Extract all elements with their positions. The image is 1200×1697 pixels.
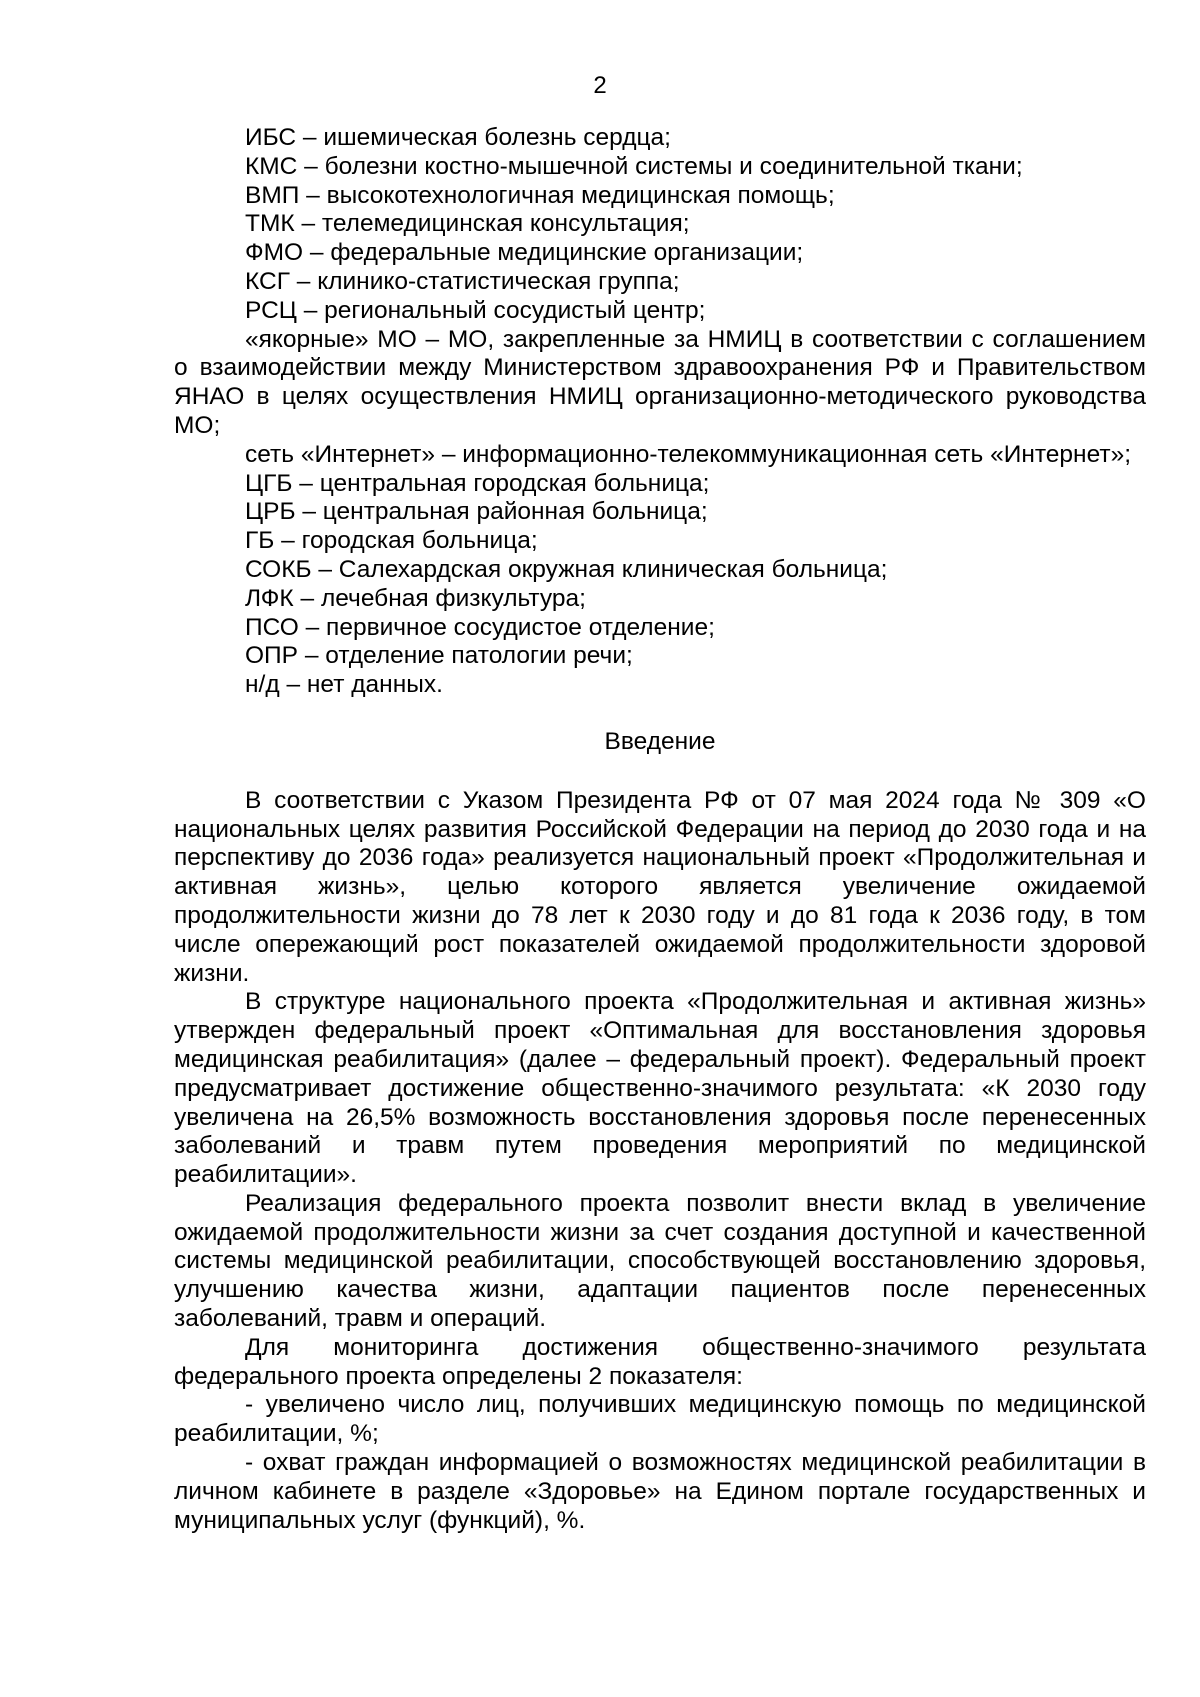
- page-number: 2: [593, 72, 607, 99]
- section-heading: Введение: [604, 727, 716, 755]
- abbreviation-item: ИБС – ишемическая болезнь сердца;: [245, 124, 671, 151]
- abbreviation-item: ГБ – городская больница;: [245, 527, 538, 555]
- abbreviation-item: ТМК – телемедицинская консультация;: [245, 210, 690, 238]
- abbreviation-item: СОКБ – Салехардская окружная клиническая больница;: [245, 555, 888, 583]
- body-paragraph: В соответствии с Указом Президента РФ от 07 мая 2024 года № 309 «О национальных целях развития Российской Федерации на период до 2030 года и на перспективу до 2036 года» реализуется национальный проект «Продолжительная и активная жизнь», целью которого является увеличение ожидаемой продолжительности жизни до 78 лет к 2030 году и до 81 года к 2036 году, в том числе опережающий рост показателей ожидаемой продолжительности здоровой жизни.: [174, 786, 1146, 987]
- abbreviation-item: ЦРБ – центральная районная больница;: [245, 498, 708, 526]
- abbreviation-item: «якорные» МО – МО, закрепленные за НМИЦ в соответствии с соглашением о взаимодействии между Министерством здравоохранения РФ и Правительством ЯНАО в целях осуществления НМИЦ организационно-методического руководства МО;: [174, 325, 1146, 439]
- abbreviation-item: н/д – нет данных.: [245, 671, 443, 699]
- abbreviation-item: ОПР – отделение патологии речи;: [245, 642, 633, 670]
- page-body: [174, 124, 1146, 1535]
- abbreviation-item: ЦГБ – центральная городская больница;: [245, 469, 710, 497]
- abbreviation-item: ЛФК – лечебная физкультура;: [245, 584, 586, 612]
- abbreviation-item: ФМО – федеральные медицинские организации;: [245, 239, 804, 267]
- abbreviation-item: КСГ – клинико-статистическая группа;: [245, 267, 680, 295]
- abbreviation-list: [174, 124, 1146, 700]
- indicator-item: - охват граждан информацией о возможностях медицинской реабилитации в личном кабинете в разделе «Здоровье» на Едином портале государственных и муниципальных услуг (функций), %.: [174, 1449, 1146, 1534]
- abbreviation-item: ПСО – первичное сосудистое отделение;: [245, 613, 715, 641]
- abbreviation-item: КМС – болезни костно-мышечной системы и соединительной ткани;: [245, 152, 1023, 180]
- indicator-item: - увеличено число лиц, получивших медицинскую помощь по медицинской реабилитации, %;: [174, 1391, 1146, 1448]
- abbreviation-item: сеть «Интернет» – информационно-телекоммуникационная сеть «Интернет»;: [245, 440, 1132, 468]
- indicator-list: [174, 1391, 1146, 1535]
- abbreviation-item: ВМП – высокотехнологичная медицинская помощь;: [245, 181, 835, 209]
- body-paragraph: Для мониторинга достижения общественно-значимого результата федерального проекта определены 2 показателя:: [174, 1333, 1146, 1390]
- body-paragraph: В структуре национального проекта «Продолжительная и активная жизнь» утвержден федеральный проект «Оптимальная для восстановления здоровья медицинская реабилитация» (далее – федеральный проект). Федеральный проект предусматривает достижение общественно-значимого результата: «К 2030 году увеличена на 26,5% возможность восстановления здоровья после перенесенных заболеваний и травм путем проведения мероприятий по медицинской реабилитации».: [174, 988, 1146, 1189]
- body-paragraph: Реализация федерального проекта позволит внести вклад в увеличение ожидаемой продолжительности жизни за счет создания доступной и качественной системы медицинской реабилитации, способствующей восстановлению здоровья, улучшению качества жизни, адаптации пациентов после перенесенных заболеваний, травм и операций.: [174, 1189, 1146, 1333]
- abbreviation-item: РСЦ – региональный сосудистый центр;: [245, 296, 706, 324]
